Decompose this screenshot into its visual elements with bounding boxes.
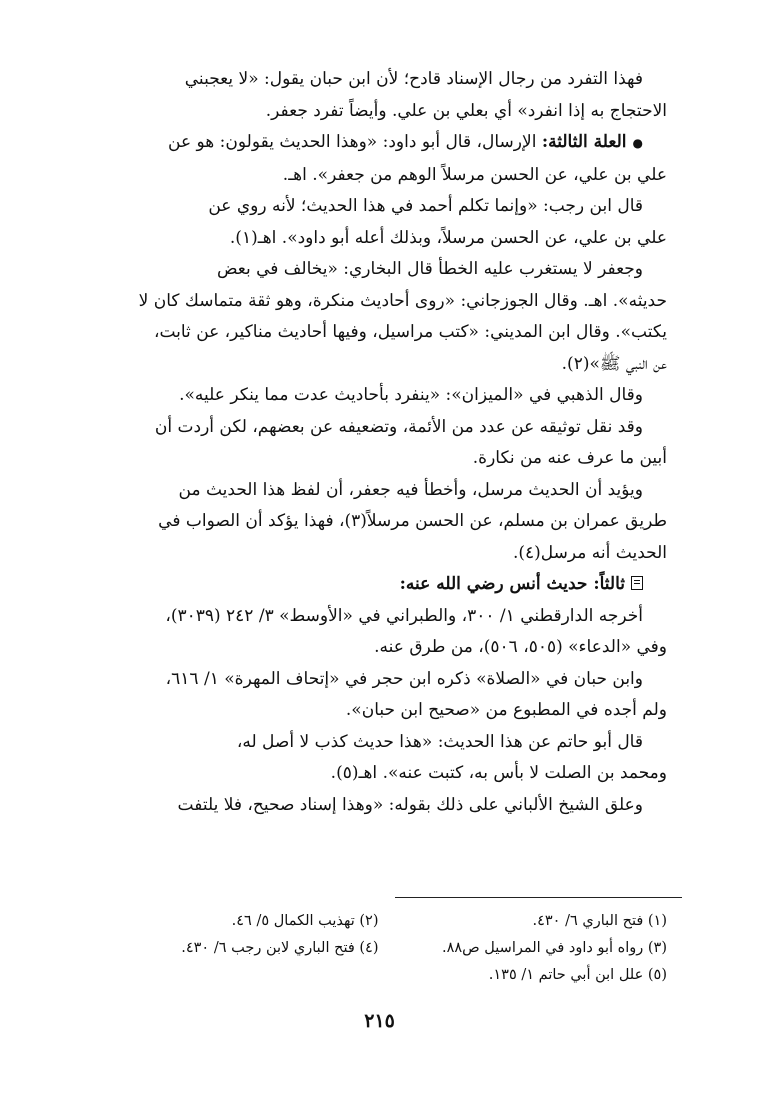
footnote-row bbox=[90, 908, 667, 935]
text-line: وابن حبان في «الصلاة» ذكره ابن حجر في «إتحاف المهرة» ١/ ٦١٦، bbox=[165, 668, 643, 689]
text-line: الحديث أنه مرسل(٤). bbox=[512, 542, 667, 563]
text-line: فهذا التفرد من رجال الإسناد قادح؛ لأن ابن حبان يقول: «لا يعجبني bbox=[184, 69, 643, 89]
text-line: قال ابن رجب: «وإنما تكلم أحمد في هذا الحديث؛ لأنه روي عن bbox=[208, 196, 643, 216]
text-line: وعلق الشيخ الألباني على ذلك بقوله: «وهذا إسناد صحيح، فلا يلتفت bbox=[177, 794, 643, 815]
page-number: ٢١٥ bbox=[364, 1010, 395, 1032]
footnote-row bbox=[90, 935, 667, 962]
text-line: طريق عمران بن مسلم، عن الحسن مرسلاً(٣)، فهذا يؤكد أن الصواب في bbox=[158, 511, 667, 531]
text-line: الاحتجاج به إذا انفرد» أي بعلي بن علي. وأيضاً تفرد جعفر. bbox=[265, 100, 667, 121]
text-line: وقد نقل توثيقه عن عدد من الأئمة، وتضعيفه عن بعضهم، لكن أردت أن bbox=[154, 416, 643, 437]
section-heading: ثالثاً: حديث أنس رضي الله عنه: bbox=[399, 574, 625, 594]
text-line: ومحمد بن الصلت لا بأس به، كتبت عنه». اهـ(٥). bbox=[330, 763, 667, 783]
footnote-divider bbox=[395, 897, 682, 898]
text-line: يكتب». وقال ابن المديني: «كتب مراسيل، وفيها أحاديث مناكير، عن ثابت، bbox=[153, 322, 667, 342]
text-line: قال أبو حاتم عن هذا الحديث: «هذا حديث كذب لا أصل له، bbox=[236, 731, 643, 752]
bullet-icon: ● bbox=[632, 136, 643, 150]
text-line: أخرجه الدارقطني ١/ ٣٠٠، والطبراني في «الأوسط» ٣/ ٢٤٢ (٣٠٣٩)، bbox=[165, 605, 643, 626]
footnote-2: (٢) تهذيب الكمال ٥/ ٤٦. bbox=[231, 913, 379, 929]
footnote-5: (٥) علل ابن أبي حاتم ١/ ١٣٥. bbox=[488, 967, 667, 983]
text-line: علي بن علي، عن الحسن مرسلاً الوهم من جعفر». اهـ. bbox=[282, 164, 667, 185]
footnotes bbox=[90, 908, 667, 989]
footnote-row bbox=[90, 962, 667, 989]
section-heading-line bbox=[90, 127, 667, 160]
text-line: وقال الذهبي في «الميزان»: «ينفرد بأحاديث عدت مما ينكر عليه». bbox=[179, 385, 643, 405]
footnote-3: (٣) رواه أبو داود في المراسيل ص٨٨. bbox=[441, 940, 667, 956]
text-line: وجعفر لا يستغرب عليه الخطأ قال البخاري: «يخالف في بعض bbox=[216, 259, 643, 279]
document-icon bbox=[631, 576, 643, 590]
text-line: وفي «الدعاء» (٥٠٥، ٥٠٦)، من طرق عنه. bbox=[374, 637, 667, 657]
text-line: حديثه». اهـ. وقال الجوزجاني: «روى أحاديث منكرة، وهو ثقة متماسك كان لا bbox=[138, 290, 667, 311]
text-line: عن النبي ﷺ»(٢). bbox=[561, 353, 667, 374]
main-text bbox=[90, 64, 667, 821]
text-span: الإرسال، قال أبو داود: «وهذا الحديث يقولون: هو عن bbox=[168, 132, 537, 152]
section-heading-line bbox=[90, 569, 667, 601]
text-line: علي بن علي، عن الحسن مرسلاً، وبذلك أعله أبو داود». اهـ(١). bbox=[229, 227, 667, 248]
footnote-4: (٤) فتح الباري لابن رجب ٦/ ٤٣٠. bbox=[181, 940, 379, 956]
section-heading: العلة الثالثة: bbox=[541, 132, 627, 152]
text-line: ويؤيد أن الحديث مرسل، وأخطأ فيه جعفر، أن لفظ هذا الحديث من bbox=[178, 479, 643, 500]
text-line: أبين ما عرف عنه من نكارة. bbox=[472, 448, 667, 468]
text-line: ولم أجده في المطبوع من «صحيح ابن حبان». bbox=[345, 700, 667, 720]
footnote-1: (١) فتح الباري ٦/ ٤٣٠. bbox=[532, 913, 667, 929]
